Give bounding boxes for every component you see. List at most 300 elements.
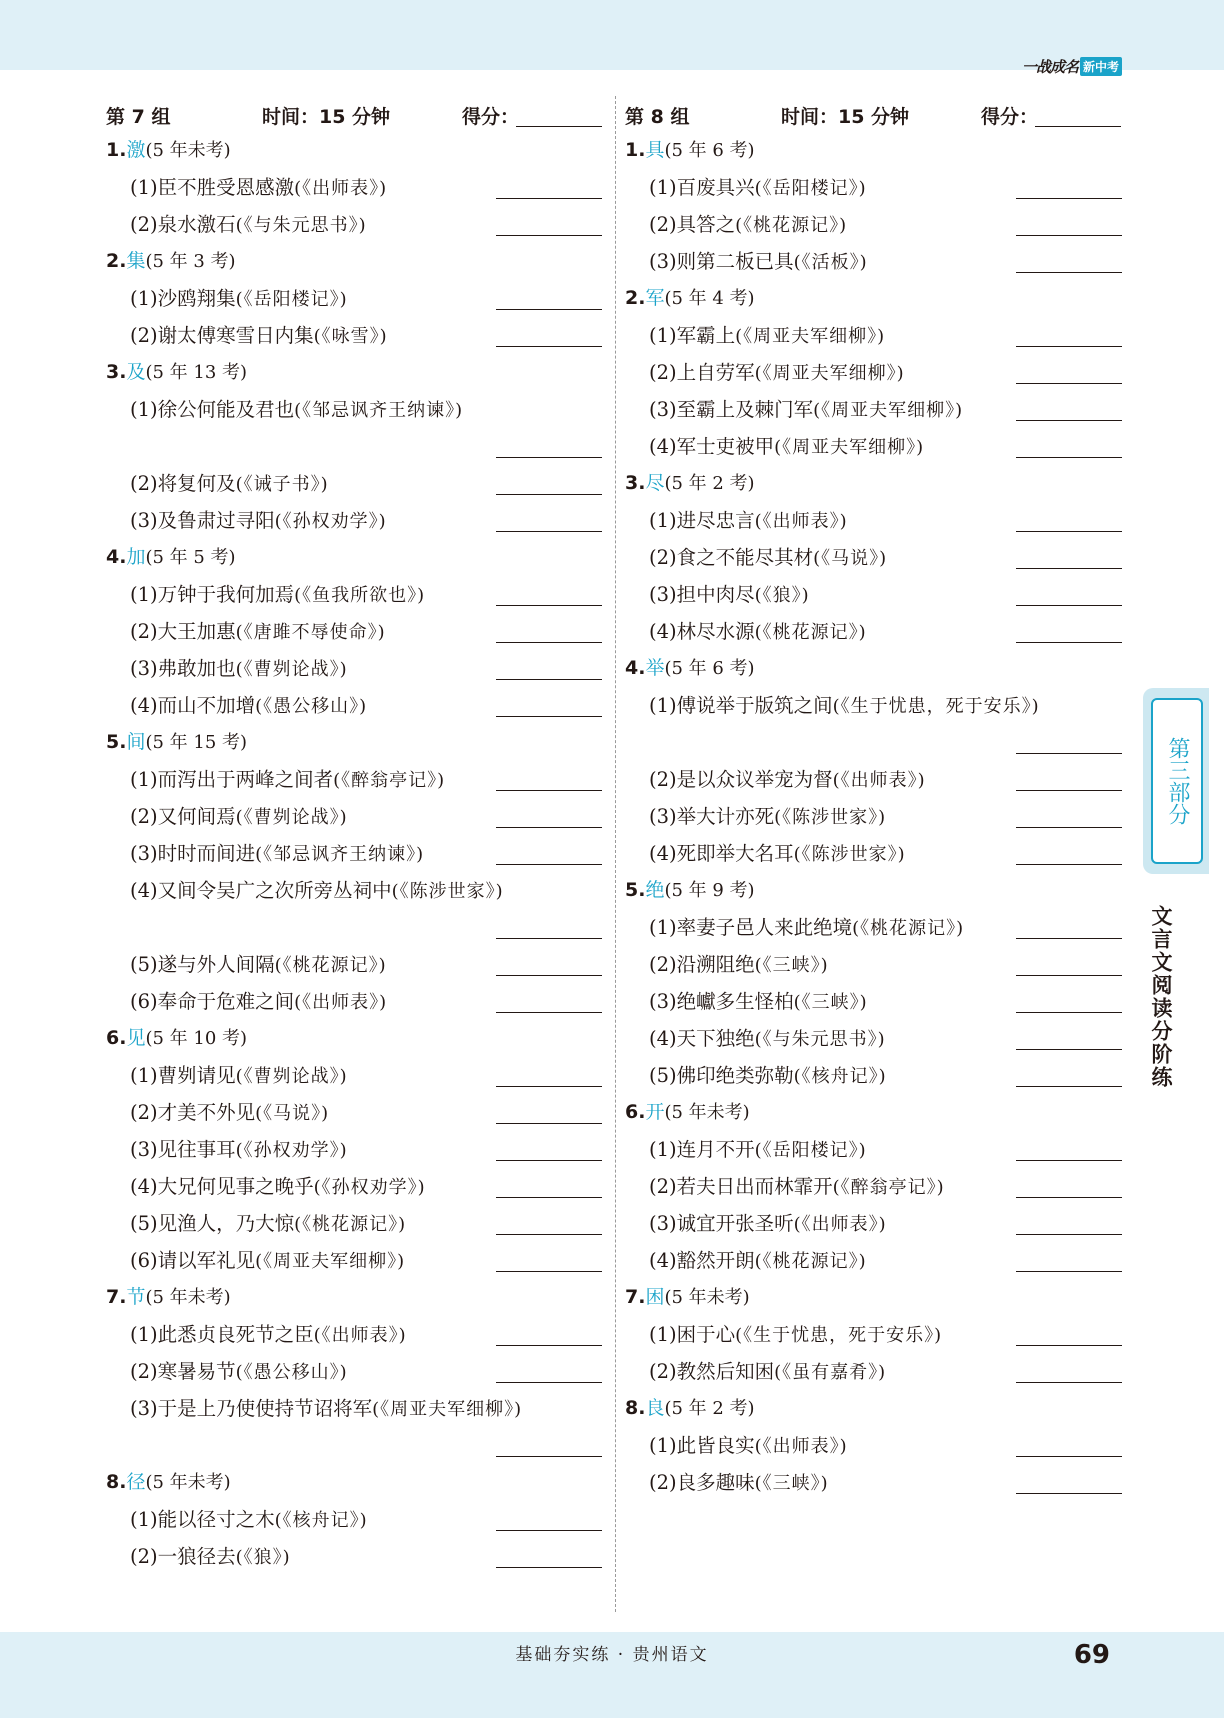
score-blank[interactable] <box>516 126 602 127</box>
question-number: 7. <box>106 1286 127 1308</box>
sentence-label: (2)谢太傅寒雪日内集 <box>130 324 314 347</box>
source-title: (《岳阳楼记》) <box>235 289 348 310</box>
sentence-label: (4)军士吏被甲 <box>649 435 775 458</box>
answer-blank[interactable] <box>496 309 602 310</box>
sentence-label: (3)弗敢加也 <box>130 657 236 680</box>
list-item <box>106 502 604 539</box>
key-character: 集 <box>126 250 146 272</box>
list-item <box>625 1205 1122 1242</box>
exam-frequency-note: (5 年 13 考) <box>145 362 248 383</box>
answer-blank[interactable] <box>496 1271 602 1272</box>
answer-blank[interactable] <box>496 1567 602 1568</box>
sentence-label: (1)此悉贞良死节之臣 <box>130 1323 314 1346</box>
question-heading <box>106 1279 604 1316</box>
answer-blank[interactable] <box>1016 1493 1122 1494</box>
sentence-label: (6)请以军礼见 <box>130 1249 256 1272</box>
list-item <box>625 243 1122 280</box>
sentence-label: (3)诚宜开张圣听 <box>649 1212 794 1235</box>
source-title: (《桃花源记》) <box>735 215 848 236</box>
section-tab-label: 第三部分 <box>1151 698 1203 864</box>
answer-blank[interactable] <box>496 1530 602 1531</box>
list-item <box>106 1353 604 1390</box>
source-title: (《与朱元思书》) <box>235 215 367 236</box>
group-label: 第 8 组 <box>625 106 690 128</box>
answer-blank[interactable] <box>1016 420 1122 421</box>
answer-blank[interactable] <box>1016 1012 1122 1013</box>
answer-blank[interactable] <box>1016 827 1122 828</box>
list-item <box>625 169 1122 206</box>
question-number: 2. <box>625 287 646 309</box>
answer-blank[interactable] <box>496 975 602 976</box>
exam-frequency-note: (5 年未考) <box>664 1102 750 1123</box>
list-item <box>106 650 604 687</box>
list-item <box>625 946 1122 983</box>
list-item <box>625 1316 1122 1353</box>
exam-frequency-note: (5 年 6 考) <box>664 140 755 161</box>
key-character: 节 <box>126 1286 146 1308</box>
exam-frequency-note: (5 年 2 考) <box>664 1398 755 1419</box>
answer-blank[interactable] <box>1016 790 1122 791</box>
source-title: (《马说》) <box>813 548 888 569</box>
brand-badge: 新中考 <box>1080 57 1122 76</box>
list-item <box>106 872 604 946</box>
sentence-label: (2)一狼径去 <box>130 1545 236 1568</box>
footer-text: 基础夯实练 · 贵州语文 <box>515 1645 709 1665</box>
answer-blank[interactable] <box>1016 1345 1122 1346</box>
question-heading <box>106 539 604 576</box>
key-character: 尽 <box>645 472 665 494</box>
time-label: 时间：15 分钟 <box>781 106 910 128</box>
source-title: (《桃花源记》) <box>852 918 965 939</box>
source-title: (《鱼我所欲也》) <box>294 585 426 606</box>
list-item <box>625 428 1122 465</box>
question-number: 5. <box>106 731 127 753</box>
key-character: 举 <box>645 657 665 679</box>
question-number: 2. <box>106 250 127 272</box>
answer-blank[interactable] <box>1016 1456 1122 1457</box>
list-item <box>106 687 604 724</box>
source-title: (《马说》) <box>255 1103 330 1124</box>
sentence-label: (1)傅说举于版筑之间 <box>649 694 833 717</box>
list-item <box>625 1427 1122 1464</box>
sentence-label: (3)至霸上及棘门军 <box>649 398 814 421</box>
sentence-label: (2)食之不能尽其材 <box>649 546 814 569</box>
group-header <box>106 96 604 132</box>
answer-blank[interactable] <box>496 346 602 347</box>
question-number: 1. <box>106 139 127 161</box>
sentence-label: (4)天下独绝 <box>649 1027 755 1050</box>
answer-blank[interactable] <box>1016 383 1122 384</box>
question-number: 5. <box>625 879 646 901</box>
list-item <box>106 206 604 243</box>
key-character: 良 <box>645 1397 665 1419</box>
left-column <box>106 96 604 1575</box>
source-title: (《岳阳楼记》) <box>754 178 867 199</box>
sentence-label: (1)此皆良实 <box>649 1434 755 1457</box>
answer-blank[interactable] <box>1016 938 1122 939</box>
source-title: (《邹忌讽齐王纳谏》) <box>294 400 464 421</box>
answer-blank[interactable] <box>496 790 602 791</box>
question-heading <box>106 1464 604 1501</box>
source-title: (《诫子书》) <box>235 474 329 495</box>
list-item <box>625 576 1122 613</box>
question-number: 1. <box>625 139 646 161</box>
key-character: 激 <box>126 139 146 161</box>
sentence-label: (5)见渔人，乃大惊 <box>130 1212 295 1235</box>
source-title: (《出师表》) <box>754 511 848 532</box>
answer-blank[interactable] <box>1016 1160 1122 1161</box>
answer-blank[interactable] <box>496 531 602 532</box>
list-item <box>625 761 1122 798</box>
sentence-label: (1)困于心 <box>649 1323 736 1346</box>
answer-blank[interactable] <box>1016 272 1122 273</box>
source-title: (《桃花源记》) <box>754 1251 867 1272</box>
sentence-label: (4)又间令吴广之次所旁丛祠中 <box>130 879 392 902</box>
list-item <box>106 613 604 650</box>
source-title: (《三峡》) <box>754 1473 829 1494</box>
answer-blank[interactable] <box>1016 568 1122 569</box>
source-title: (《陈涉世家》) <box>391 881 504 902</box>
source-title: (《虽有嘉肴》) <box>774 1362 887 1383</box>
sentence-label: (4)大兄何见事之晚乎 <box>130 1175 314 1198</box>
source-title: (《醉翁亭记》) <box>832 1177 945 1198</box>
page-number: 69 <box>1073 1640 1110 1670</box>
answer-blank[interactable] <box>496 1345 602 1346</box>
list-item <box>106 465 604 502</box>
exam-frequency-note: (5 年 3 考) <box>145 251 236 272</box>
source-title: (《周亚夫军细柳》) <box>255 1251 406 1272</box>
list-item <box>106 169 604 206</box>
question-number: 4. <box>106 546 127 568</box>
answer-blank[interactable] <box>496 605 602 606</box>
question-heading <box>106 243 604 280</box>
answer-blank[interactable] <box>496 494 602 495</box>
source-title: (《陈涉世家》) <box>793 844 906 865</box>
key-character: 径 <box>126 1471 146 1493</box>
source-title: (《周亚夫军细柳》) <box>735 326 886 347</box>
sentence-label: (2)是以众议举宠为督 <box>649 768 833 791</box>
sentence-label: (2)良多趣味 <box>649 1471 755 1494</box>
answer-blank[interactable] <box>496 1234 602 1235</box>
side-title: 文言文阅读分阶练 <box>1149 905 1173 1089</box>
source-title: (《出师表》) <box>313 1325 407 1346</box>
sentence-label: (2)将复何及 <box>130 472 236 495</box>
sentence-label: (1)能以径寸之木 <box>130 1508 275 1531</box>
group-label: 第 7 组 <box>106 106 171 128</box>
sentence-label: (3)见往事耳 <box>130 1138 236 1161</box>
answer-blank[interactable] <box>1016 235 1122 236</box>
sentence-label: (1)连月不开 <box>649 1138 755 1161</box>
source-title: (《唐雎不辱使命》) <box>235 622 386 643</box>
question-heading <box>106 354 604 391</box>
source-title: (《愚公移山》) <box>255 696 368 717</box>
sentence-label: (5)佛印绝类弥勒 <box>649 1064 794 1087</box>
list-item <box>106 1316 604 1353</box>
answer-blank[interactable] <box>1016 1086 1122 1087</box>
sentence-label: (3)及鲁肃过寻阳 <box>130 509 275 532</box>
exam-frequency-note: (5 年未考) <box>145 1287 231 1308</box>
question-number: 6. <box>625 1101 646 1123</box>
list-item <box>106 1168 604 1205</box>
answer-blank[interactable] <box>496 1012 602 1013</box>
answer-blank[interactable] <box>1016 346 1122 347</box>
list-item <box>106 1205 604 1242</box>
question-number: 3. <box>106 361 127 383</box>
exam-frequency-note: (5 年 6 考) <box>664 658 755 679</box>
answer-blank[interactable] <box>1016 1271 1122 1272</box>
list-item <box>625 909 1122 946</box>
key-character: 加 <box>126 546 146 568</box>
answer-blank[interactable] <box>496 642 602 643</box>
source-title: (《周亚夫军细柳》) <box>774 437 925 458</box>
question-heading <box>625 650 1122 687</box>
sentence-label: (1)曹刿请见 <box>130 1064 236 1087</box>
source-title: (《愚公移山》) <box>235 1362 348 1383</box>
key-character: 见 <box>126 1027 146 1049</box>
question-heading <box>625 465 1122 502</box>
question-heading <box>625 872 1122 909</box>
key-character: 困 <box>645 1286 665 1308</box>
exam-frequency-note: (5 年 5 考) <box>145 547 236 568</box>
exam-frequency-note: (5 年未考) <box>145 140 231 161</box>
answer-blank[interactable] <box>496 1456 602 1457</box>
list-item <box>106 983 604 1020</box>
source-title: (《出师表》) <box>832 770 926 791</box>
source-title: (《孙权劝学》) <box>235 1140 348 1161</box>
column-divider <box>615 96 616 1612</box>
source-title: (《狼》) <box>235 1547 291 1568</box>
key-character: 军 <box>645 287 665 309</box>
key-character: 及 <box>126 361 146 383</box>
sentence-label: (1)沙鸥翔集 <box>130 287 236 310</box>
source-title: (《周亚夫军细柳》) <box>372 1399 523 1420</box>
list-item <box>106 1242 604 1279</box>
sentence-label: (4)而山不加增 <box>130 694 256 717</box>
question-heading <box>625 132 1122 169</box>
answer-blank[interactable] <box>1016 198 1122 199</box>
exam-frequency-note: (5 年未考) <box>145 1472 231 1493</box>
list-item <box>625 1242 1122 1279</box>
answer-blank[interactable] <box>1016 1234 1122 1235</box>
question-heading <box>106 132 604 169</box>
question-heading <box>625 280 1122 317</box>
exam-frequency-note: (5 年 10 考) <box>145 1028 248 1049</box>
exam-frequency-note: (5 年 4 考) <box>664 288 755 309</box>
sentence-label: (1)进尽忠言 <box>649 509 755 532</box>
answer-blank[interactable] <box>496 1382 602 1383</box>
sentence-label: (4)豁然开朗 <box>649 1249 755 1272</box>
score-label: 得分： <box>462 106 520 128</box>
answer-blank[interactable] <box>496 938 602 939</box>
source-title: (《桃花源记》) <box>274 955 387 976</box>
list-item <box>625 391 1122 428</box>
sentence-label: (3)时时而间进 <box>130 842 256 865</box>
sentence-label: (2)又何间焉 <box>130 805 236 828</box>
answer-blank[interactable] <box>496 457 602 458</box>
answer-blank[interactable] <box>496 679 602 680</box>
list-item <box>625 1168 1122 1205</box>
answer-blank[interactable] <box>1016 1382 1122 1383</box>
sentence-label: (2)寒暑易节 <box>130 1360 236 1383</box>
answer-blank[interactable] <box>1016 1197 1122 1198</box>
sentence-label: (4)林尽水源 <box>649 620 755 643</box>
list-item <box>106 1057 604 1094</box>
source-title: (《生于忧患，死于安乐》) <box>832 696 1040 717</box>
list-item <box>625 1020 1122 1057</box>
source-title: (《孙权劝学》) <box>274 511 387 532</box>
answer-blank[interactable] <box>496 1160 602 1161</box>
source-title: (《陈涉世家》) <box>774 807 887 828</box>
sentence-label: (2)大王加惠 <box>130 620 236 643</box>
source-title: (《三峡》) <box>793 992 868 1013</box>
question-list <box>625 132 1122 1501</box>
answer-blank[interactable] <box>496 827 602 828</box>
exam-frequency-note: (5 年 15 考) <box>145 732 248 753</box>
question-heading <box>106 1020 604 1057</box>
source-title: (《邹忌讽齐王纳谏》) <box>255 844 425 865</box>
answer-blank[interactable] <box>496 864 602 865</box>
answer-blank[interactable] <box>496 235 602 236</box>
section-tab <box>1143 688 1209 874</box>
source-title: (《曹刿论战》) <box>235 807 348 828</box>
answer-blank[interactable] <box>1016 975 1122 976</box>
answer-blank[interactable] <box>1016 531 1122 532</box>
source-title: (《桃花源记》) <box>754 622 867 643</box>
time-label: 时间：15 分钟 <box>262 106 391 128</box>
sentence-label: (5)遂与外人间隔 <box>130 953 275 976</box>
source-title: (《三峡》) <box>754 955 829 976</box>
list-item <box>625 317 1122 354</box>
source-title: (《曹刿论战》) <box>235 1066 348 1087</box>
sentence-label: (2)上自劳军 <box>649 361 755 384</box>
answer-blank[interactable] <box>1016 605 1122 606</box>
list-item <box>106 1094 604 1131</box>
source-title: (《核舟记》) <box>793 1066 887 1087</box>
exam-frequency-note: (5 年 9 考) <box>664 880 755 901</box>
sentence-label: (4)死即举大名耳 <box>649 842 794 865</box>
sentence-label: (2)若夫日出而林霏开 <box>649 1175 833 1198</box>
source-title: (《醉翁亭记》) <box>333 770 446 791</box>
list-item <box>106 1390 604 1464</box>
source-title: (《狼》) <box>754 585 810 606</box>
answer-blank[interactable] <box>496 1197 602 1198</box>
sentence-label: (2)才美不外见 <box>130 1101 256 1124</box>
list-item <box>106 1538 604 1575</box>
question-number: 3. <box>625 472 646 494</box>
key-character: 间 <box>126 731 146 753</box>
list-item <box>106 1501 604 1538</box>
list-item <box>106 317 604 354</box>
sentence-label: (1)徐公何能及君也 <box>130 398 295 421</box>
answer-blank[interactable] <box>1016 457 1122 458</box>
source-title: (《曹刿论战》) <box>235 659 348 680</box>
answer-blank[interactable] <box>1016 753 1122 754</box>
group-header <box>625 96 1122 132</box>
list-item <box>625 613 1122 650</box>
question-number: 6. <box>106 1027 127 1049</box>
source-title: (《桃花源记》) <box>294 1214 407 1235</box>
list-item <box>106 761 604 798</box>
source-title: (《岳阳楼记》) <box>754 1140 867 1161</box>
sentence-label: (1)臣不胜受恩感激 <box>130 176 295 199</box>
score-label: 得分： <box>981 106 1039 128</box>
sentence-label: (2)泉水激石 <box>130 213 236 236</box>
source-title: (《活板》) <box>793 252 868 273</box>
right-column <box>625 96 1122 1501</box>
question-number: 7. <box>625 1286 646 1308</box>
question-number: 8. <box>106 1471 127 1493</box>
list-item <box>625 1057 1122 1094</box>
list-item <box>106 946 604 983</box>
source-title: (《与朱元思书》) <box>754 1029 886 1050</box>
question-list <box>106 132 604 1575</box>
sentence-label: (1)军霸上 <box>649 324 736 347</box>
list-item <box>625 687 1122 761</box>
question-heading <box>625 1279 1122 1316</box>
list-item <box>625 354 1122 391</box>
list-item <box>625 983 1122 1020</box>
answer-blank[interactable] <box>496 1086 602 1087</box>
sentence-label: (3)于是上乃使使持节诏将军 <box>130 1397 373 1420</box>
list-item <box>625 1131 1122 1168</box>
list-item <box>625 835 1122 872</box>
sentence-label: (2)教然后知困 <box>649 1360 775 1383</box>
answer-blank[interactable] <box>496 1123 602 1124</box>
answer-blank[interactable] <box>1016 642 1122 643</box>
key-character: 开 <box>645 1101 665 1123</box>
key-character: 具 <box>645 139 665 161</box>
source-title: (《咏雪》) <box>313 326 388 347</box>
source-title: (《出师表》) <box>294 178 388 199</box>
source-title: (《出师表》) <box>754 1436 848 1457</box>
source-title: (《周亚夫军细柳》) <box>813 400 964 421</box>
list-item <box>625 502 1122 539</box>
answer-blank[interactable] <box>1016 864 1122 865</box>
list-item <box>106 280 604 317</box>
sentence-label: (3)举大计亦死 <box>649 805 775 828</box>
source-title: (《生于忧患，死于安乐》) <box>735 1325 943 1346</box>
source-title: (《孙权劝学》) <box>313 1177 426 1198</box>
list-item <box>625 206 1122 243</box>
answer-blank[interactable] <box>496 198 602 199</box>
sentence-label: (2)沿溯阻绝 <box>649 953 755 976</box>
sentence-label: (3)绝巘多生怪柏 <box>649 990 794 1013</box>
sentence-label: (3)则第二板已具 <box>649 250 794 273</box>
source-title: (《周亚夫军细柳》) <box>754 363 905 384</box>
list-item <box>625 539 1122 576</box>
question-heading <box>625 1390 1122 1427</box>
sentence-label: (2)具答之 <box>649 213 736 236</box>
sentence-label: (1)率妻子邑人来此绝境 <box>649 916 853 939</box>
list-item <box>106 1131 604 1168</box>
answer-blank[interactable] <box>496 716 602 717</box>
sentence-label: (1)万钟于我何加焉 <box>130 583 295 606</box>
sentence-label: (1)而泻出于两峰之间者 <box>130 768 334 791</box>
key-character: 绝 <box>645 879 665 901</box>
sentence-label: (1)百废具兴 <box>649 176 755 199</box>
source-title: (《出师表》) <box>294 992 388 1013</box>
answer-blank[interactable] <box>1016 1049 1122 1050</box>
brand-logo <box>1022 56 1122 76</box>
list-item <box>625 1353 1122 1390</box>
source-title: (《出师表》) <box>793 1214 887 1235</box>
score-blank[interactable] <box>1035 126 1121 127</box>
list-item <box>106 835 604 872</box>
question-heading <box>625 1094 1122 1131</box>
question-number: 8. <box>625 1397 646 1419</box>
list-item <box>106 576 604 613</box>
exam-frequency-note: (5 年 2 考) <box>664 473 755 494</box>
